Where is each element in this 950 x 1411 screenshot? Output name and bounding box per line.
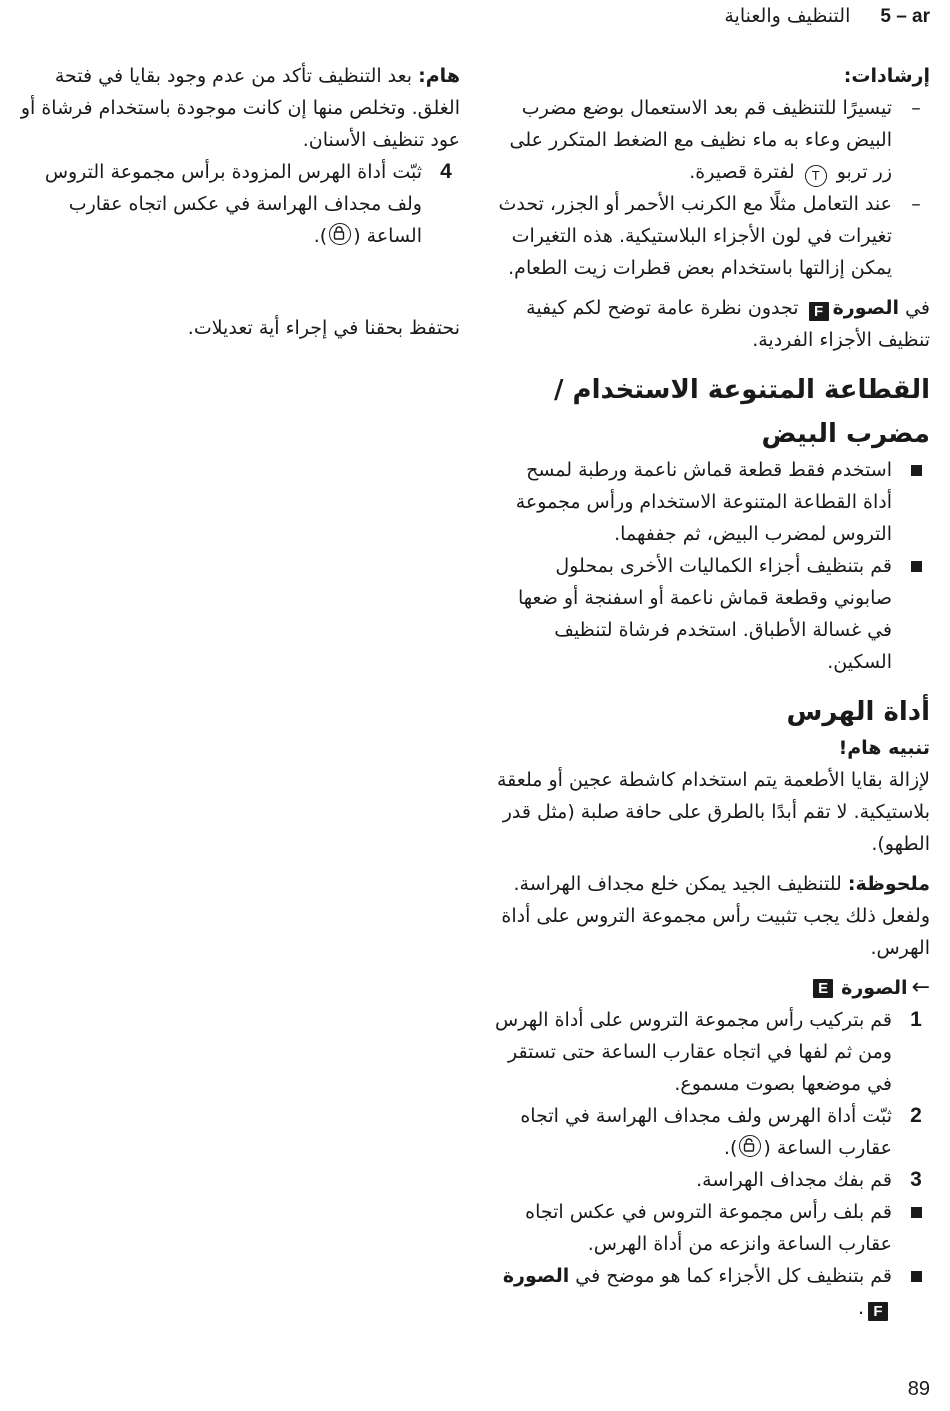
step-item: 4 ثبّت أداة الهرس المزودة برأس مجموعة التروس ولف مجداف الهراسة في عكس اتجاه عقارب الساعة ( ). bbox=[20, 156, 460, 252]
dash-marker: – bbox=[911, 193, 921, 215]
step-number: 1 bbox=[910, 1008, 922, 1031]
figure-badge: E bbox=[813, 979, 833, 998]
page-code: 5 – ar bbox=[880, 6, 930, 27]
list-item: قم بلف رأس مجموعة التروس في عكس اتجاه عقارب الساعة وانزعه من أداة الهرس. bbox=[495, 1196, 930, 1260]
warning-heading: تنبيه هام! bbox=[838, 737, 930, 759]
square-bullet-icon bbox=[902, 1196, 930, 1228]
figure-note: في الصورةF تجدون نظرة عامة توضح لكم كيفية تنظيف الأجزاء الفردية. bbox=[526, 297, 930, 351]
step-number: 2 bbox=[910, 1104, 922, 1127]
list-item: قم بتنظيف كل الأجزاء كما هو موضح في الصورةF. bbox=[495, 1260, 930, 1324]
left-column bbox=[20, 60, 460, 344]
step-number: 3 bbox=[910, 1168, 922, 1191]
figure-badge: F bbox=[868, 1302, 888, 1321]
unlock-icon bbox=[739, 1135, 761, 1157]
square-bullet-icon bbox=[902, 454, 930, 486]
rights-notice: نحتفظ بحقنا في إجراء أية تعديلات. bbox=[187, 317, 460, 339]
square-bullet-icon bbox=[902, 1260, 930, 1292]
list-item: قم بتنظيف أجزاء الكماليات الأخرى بمحلول صابوني وقطعة قماش ناعمة أو اسفنجة أو ضعها في غسالة الأطباق. استخدم فرشاة لتنظيف السكين. bbox=[495, 550, 930, 678]
square-bullet-icon bbox=[902, 550, 930, 582]
section-subheading: مضرب البيض bbox=[761, 419, 930, 449]
step-item: 1 قم بتركيب رأس مجموعة التروس على أداة الهرس ومن ثم لفها في اتجاه عقارب الساعة حتى تستقر في موضعها بصوت مسموع. bbox=[495, 1004, 930, 1100]
figure-reference: ← الصورة E bbox=[495, 972, 930, 1004]
page-header bbox=[724, 5, 930, 28]
step-item: 2 ثبّت أداة الهرس ولف مجداف الهراسة في اتجاه عقارب الساعة ( ). bbox=[495, 1100, 930, 1164]
step-number: 4 bbox=[440, 160, 452, 183]
tip-item: – تيسيرًا للتنظيف قم بعد الاستعمال بوضع مضرب البيض وعاء به ماء نظيف مع الضغط المتكرر على زر تربو T لفترة قصيرة. bbox=[495, 92, 930, 188]
turbo-button-icon: T bbox=[805, 165, 827, 187]
tips-heading: إرشادات: bbox=[843, 65, 930, 87]
list-item: استخدم فقط قطعة قماش ناعمة ورطبة لمسح أداة القطاعة المتنوعة الاستخدام ورأس مجموعة التروس لمضرب البيض، ثم جففهما. bbox=[495, 454, 930, 550]
arrow-icon: ← bbox=[911, 975, 930, 1000]
tip-item: – عند التعامل مثلًا مع الكرنب الأحمر أو الجزر، تحدث تغيرات في لون الأجزاء البلاستيكية. هذه التغيرات يمكن إزالتها باستخدام بعض قطرات زيت الطعام. bbox=[495, 188, 930, 284]
figure-badge: F bbox=[809, 302, 829, 321]
lock-icon bbox=[329, 223, 351, 245]
right-column bbox=[495, 60, 930, 1324]
step-item: 3 قم بفك مجداف الهراسة. bbox=[495, 1164, 930, 1196]
section-title: التنظيف والعناية bbox=[724, 5, 851, 27]
dash-marker: – bbox=[911, 97, 921, 119]
note-paragraph: ملحوظة: للتنظيف الجيد يمكن خلع مجداف الهراسة. ولفعل ذلك يجب تثبيت رأس مجموعة التروس على أداة الهرس. bbox=[501, 873, 930, 959]
warning-text: لإزالة بقايا الأطعمة يتم استخدام كاشطة عجين أو ملعقة بلاستيكية. لا تقم أبدًا بالطرق على حافة صلبة (مثل قدر الطهو). bbox=[496, 769, 930, 855]
section-heading: القطاعة المتنوعة الاستخدام / bbox=[554, 375, 930, 405]
page-number: 89 bbox=[907, 1378, 930, 1400]
masher-heading: أداة الهرس bbox=[786, 697, 930, 727]
important-paragraph: هام: بعد التنظيف تأكد من عدم وجود بقايا في فتحة الغلق. وتخلص منها إن كانت موجودة باستخدام فرشاة أو عود تنظيف الأسنان. bbox=[20, 65, 460, 151]
